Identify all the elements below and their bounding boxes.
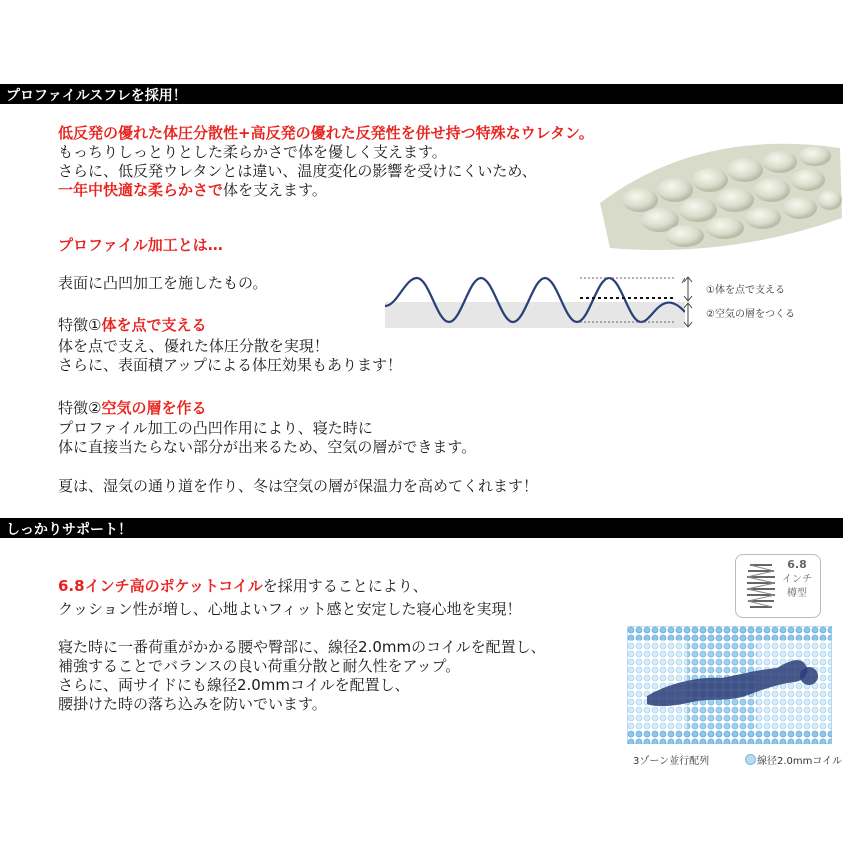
text-line: プロファイル加工の凸凹作用により、寝た時に <box>58 419 373 437</box>
text-line: 寝た時に一番荷重がかかる腰や臀部に、線径2.0mmのコイルを配置し、 <box>58 638 546 656</box>
summary-text: 夏は、湿気の通り道を作り、冬は空気の層が保温力を高めてくれます！ <box>58 477 539 495</box>
diagram-label-point: ①体を点で支える <box>706 285 785 296</box>
text-line: 補強することでバランスの良い荷重分散と耐久性をアップ。 <box>58 657 461 675</box>
feature1-prefix: 特徴① <box>58 316 102 334</box>
dimension-arrows-icon <box>682 276 694 328</box>
feature2-title <box>58 399 206 417</box>
mattress-caption: 3ゾーン並行配列 <box>633 756 710 767</box>
coil-badge <box>735 554 821 618</box>
section-header-profile-text: プロファイルスフレを採用！ <box>6 88 187 104</box>
feature2-prefix: 特徴② <box>58 399 102 417</box>
diagram-label-air: ②空気の層をつくる <box>706 309 795 320</box>
feature1-highlight: 体を点で支える <box>101 316 207 334</box>
text-line: 体に直接当たらない部分が出来るため、空気の層ができます。 <box>58 438 477 456</box>
text-fragment: 体を支えます。 <box>223 181 327 199</box>
section-header-profile <box>0 84 843 104</box>
text-line: さらに、低反発ウレタンとは違い、温度変化の影響を受けにくいため、 <box>58 162 537 180</box>
text-line <box>58 181 327 199</box>
legend-swatch <box>745 754 756 765</box>
feature2-highlight: 空気の層を作る <box>101 399 207 417</box>
text-line: 体を点で支え、優れた体圧分散を実現！ <box>58 337 329 355</box>
text-fragment: を採用することにより、 <box>262 577 428 595</box>
text-line: 腰掛けた時の落ち込みを防いでいます。 <box>58 695 327 713</box>
profile-wave-diagram <box>385 272 685 328</box>
feature1-title <box>58 316 206 334</box>
foam-illustration <box>580 108 842 258</box>
text-line: もっちりしっとりとした柔らかさで体を優しく支えます。 <box>58 143 447 161</box>
coil-number: 6.8 <box>787 558 807 571</box>
text-line: さらに、両サイドにも線径2.0mmコイルを配置し、 <box>58 676 410 694</box>
section-header-support <box>0 518 843 538</box>
headline: 低反発の優れた体圧分散性+高反発の優れた反発性を併せ持つ特殊なウレタン。 <box>58 124 594 142</box>
coil-spring-icon <box>744 561 778 611</box>
section-header-support-text: しっかりサポート！ <box>6 522 132 538</box>
mattress-coil-illustration <box>627 626 832 766</box>
text-line: さらに、表面積アップによる体圧効果もあります！ <box>58 356 402 374</box>
coil-label: インチ樽型 <box>782 574 812 599</box>
profile-title: プロファイル加工とは… <box>58 236 223 254</box>
mattress-legend: 線径2.0mmコイル <box>757 756 843 767</box>
coil-highlight: 6.8インチ高のポケットコイル <box>58 577 263 595</box>
profile-desc: 表面に凸凹加工を施したもの。 <box>58 274 268 292</box>
coil-intro <box>58 577 428 595</box>
highlight-text: 一年中快適な柔らかさで <box>58 181 224 199</box>
text-line: クッション性が増し、心地よいフィット感と安定した寝心地を実現！ <box>58 600 522 618</box>
